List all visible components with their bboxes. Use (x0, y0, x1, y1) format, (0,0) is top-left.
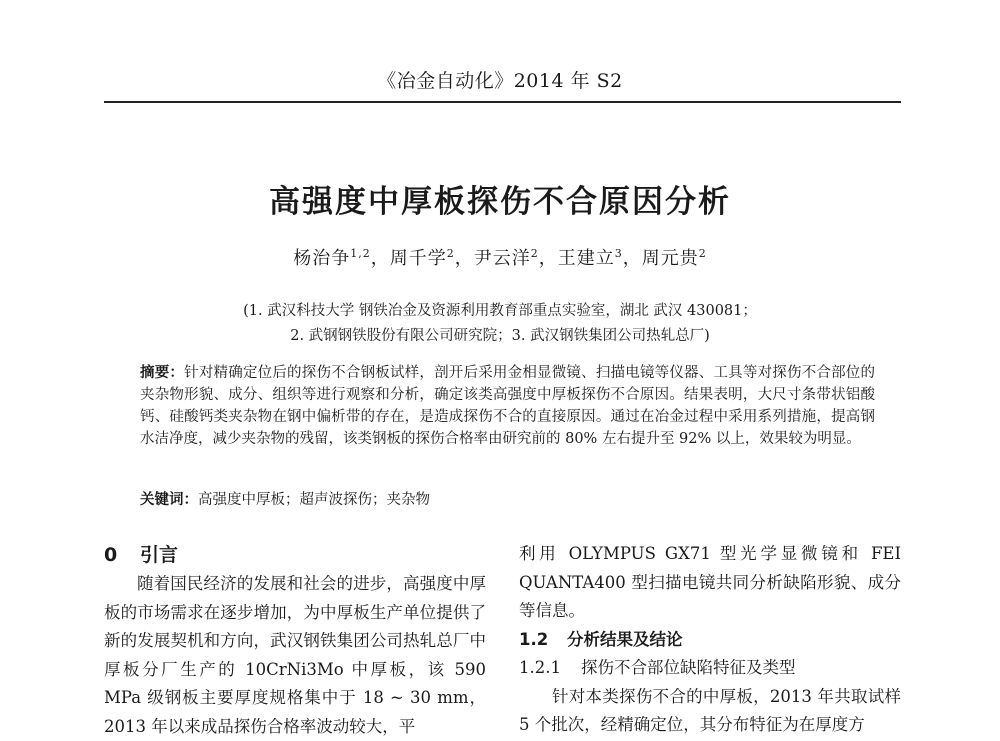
author-name: 周千学 (389, 248, 447, 269)
section-heading (104, 540, 486, 570)
abstract-text: 针对精确定位后的探伤不合钢板试样，剖开后采用金相显微镜、扫描电镜等仪器、工具等对探伤不合部位的夹杂物形貌、成分、组织等进行观察和分析，确定该类高强度中厚板探伤不合原因。结果表明，大尺寸条带状铝酸钙、硅酸钙类夹杂物在钢中偏析带的存在，是造成探伤不合的直接原因。通过在冶金过程中采用系列措施，提高钢水洁净度，减少夹杂物的残留，该类钢板的探伤合格率由研究前的 80% 左右提升至 92% 以上，效果较为明显。 (140, 365, 876, 447)
author-name: 杨治争 (293, 248, 351, 269)
author-affiliation-mark: 2 (698, 247, 707, 260)
subsubsection-number: 1.2.1 (519, 658, 561, 677)
section-number: 0 (104, 544, 118, 566)
author-name: 周元贵 (641, 248, 699, 269)
author-separator: ， (370, 248, 390, 269)
journal-header: 《冶金自动化》2014 年 S2 (377, 70, 623, 92)
author-affiliation-mark: 3 (614, 247, 623, 260)
keywords-label: 关键词： (140, 492, 198, 508)
author-name: 尹云洋 (473, 248, 531, 269)
author-separator: ， (622, 248, 642, 269)
author-affiliation-mark: 1,2 (350, 247, 371, 260)
subsection-number: 1.2 (519, 629, 549, 649)
subsection-title: 分析结果及结论 (567, 629, 683, 649)
affiliation-line: (1. 武汉科技大学 钢铁冶金及资源利用教育部重点实验室，湖北 武汉 430081； (243, 303, 757, 319)
keywords-text: 高强度中厚板；超声波探伤；夹杂物 (198, 492, 430, 508)
results-paragraph: 针对本类探伤不合的中厚板，2013 年共取试样 5 个批次，经精确定位，其分布特征为在厚度方 (519, 686, 901, 734)
subsection-heading (519, 626, 901, 655)
abstract-label: 摘要： (140, 365, 185, 381)
keywords (140, 488, 875, 509)
intro-paragraph: 随着国民经济的发展和社会的进步，高强度中厚板的市场需求在逐步增加，为中厚板生产单位提供了新的发展契机和方向，武汉钢铁集团公司热轧总厂中厚板分厂生产的 10CrNi3Mo 中厚板，该 590 MPa 级钢板主要厚度规格集中于 18 ~ 30 mm，2013 年以来成品探伤合格率波动较大，平 (104, 574, 486, 736)
right-column (519, 540, 901, 740)
author-affiliation-mark: 2 (530, 247, 539, 260)
author-name: 王建立 (557, 248, 615, 269)
subsubsection-title: 探伤不合部位缺陷特征及类型 (581, 658, 796, 677)
author-affiliation-mark: 2 (446, 247, 455, 260)
header-rule (104, 101, 901, 103)
section-title: 引言 (140, 544, 179, 566)
author-separator: ， (454, 248, 474, 269)
abstract (140, 362, 875, 450)
author-list (0, 244, 1000, 270)
continued-paragraph: 利用 OLYMPUS GX71 型光学显微镜和 FEI QUANTA400 型扫描电镜共同分析缺陷形貌、成分等信息。 (519, 544, 901, 620)
author-separator: ， (538, 248, 558, 269)
affiliation-line: 2. 武钢钢铁股份有限公司研究院；3. 武汉钢铁集团公司热轧总厂) (290, 328, 710, 344)
subsubsection-heading (519, 654, 901, 683)
left-column (104, 540, 486, 741)
article-title: 高强度中厚板探伤不合原因分析 (269, 184, 731, 220)
